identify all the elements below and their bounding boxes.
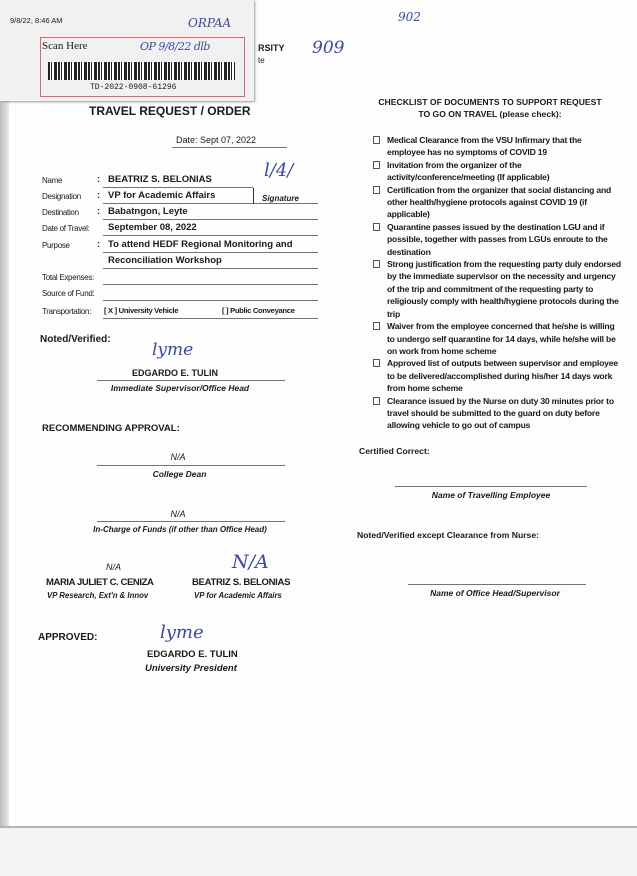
checkbox[interactable] <box>373 260 380 268</box>
colon: : <box>97 190 100 200</box>
travelling-employee-line <box>395 486 587 487</box>
checkbox[interactable] <box>373 161 380 169</box>
office-head-line <box>408 584 586 585</box>
checklist-item[interactable]: Quarantine passes issued by the destination LGU and if possible, together with passes from LGUs enroute to the destination <box>373 221 623 258</box>
office-head-role: Name of Office Head/Supervisor <box>430 587 560 598</box>
destination-label: Destination <box>42 208 79 217</box>
university-location-partial: te <box>258 56 265 65</box>
checklist-title: CHECKLIST OF DOCUMENTS TO SUPPORT REQUEST <box>378 97 602 107</box>
sticker-timestamp: 9/8/22, 8:46 AM <box>10 16 63 25</box>
checklist-item[interactable]: Medical Clearance from the VSU Infirmary that the employee has no symptoms of COVID 19 <box>373 134 623 159</box>
handwritten-initials: OP 9/8/22 dlb <box>140 40 210 53</box>
public-conveyance-option[interactable]: [ ] Public Conveyance <box>222 306 295 315</box>
funds-value: N/A <box>170 509 186 519</box>
checklist-item[interactable]: Waiver from the employee concerned that he/she is willing to undergo self quarantine for 14 days, while he/she will be on work from home scheme <box>373 320 623 357</box>
checklist-item[interactable]: Approved list of outputs between supervisor and employee to be delivered/accomplished during his/her 14 days work from home scheme <box>373 357 623 394</box>
colon: : <box>97 174 100 184</box>
checkbox[interactable] <box>373 186 380 194</box>
recommending-heading: RECOMMENDING APPROVAL: <box>42 423 180 434</box>
form-title: TRAVEL REQUEST / ORDER <box>89 104 251 118</box>
colon: : <box>97 239 100 249</box>
designation-value: VP for Academic Affairs <box>108 190 216 201</box>
date-of-travel-label: Date of Travel: <box>42 224 90 233</box>
noted-heading: Noted/Verified: <box>40 334 111 345</box>
checklist-item[interactable]: Strong justification from the requesting party duly endorsed by the immediate supervisor on the necessity and urgency of the trip and commitment of the requesting party to religiously comply with health/hygiene protocols during the trip <box>373 258 623 320</box>
handwritten-number-top: 902 <box>398 10 421 24</box>
form-date: Date: Sept 07, 2022 <box>176 135 257 145</box>
designation-label: Designation <box>42 192 81 201</box>
funds-role: In-Charge of Funds (if other than Office Head) <box>93 525 267 534</box>
vp-academic-role: VP for Academic Affairs <box>194 591 282 600</box>
scan-edge <box>0 0 9 876</box>
checklist-item[interactable]: Invitation from the organizer of the activity/conference/meeting (If applicable) <box>373 159 623 184</box>
date-of-travel-value: September 08, 2022 <box>108 222 197 233</box>
scan-here-label: Scan Here <box>42 40 88 52</box>
vp-research-value: N/A <box>106 562 122 572</box>
noted-except-heading: Noted/Verified except Clearance from Nurse: <box>357 529 539 540</box>
president-signature: lyme <box>160 622 204 643</box>
vp-research-role: VP Research, Ext'n & Innov <box>47 591 149 600</box>
scan-edge-bottom <box>0 826 637 876</box>
president-role: University President <box>145 663 237 674</box>
checkbox[interactable] <box>373 397 380 405</box>
name-label: Name <box>42 176 63 185</box>
name-value: BEATRIZ S. BELONIAS <box>108 174 212 185</box>
certified-heading: Certified Correct: <box>359 445 430 456</box>
president-name: EDGARDO E. TULIN <box>147 649 238 660</box>
tracking-code: TD-2022-0908-61296 <box>90 83 177 92</box>
barcode[interactable] <box>48 62 235 80</box>
purpose-value: To attend HEDF Regional Monitoring and <box>108 239 293 250</box>
checklist-item[interactable]: Certification from the organizer that social distancing and other health/hygiene protocols against COVID 19 (if applicable) <box>373 184 623 221</box>
supervisor-name: EDGARDO E. TULIN <box>131 368 218 378</box>
source-of-fund-label: Source of Fund: <box>42 289 95 298</box>
dean-value: N/A <box>170 452 186 462</box>
signature-label: Signature <box>262 194 299 203</box>
checkbox[interactable] <box>373 136 380 144</box>
checkbox[interactable] <box>373 359 380 367</box>
checkbox[interactable] <box>373 322 380 330</box>
colon: : <box>97 206 100 216</box>
supervisor-signature: lyme <box>152 340 194 360</box>
approved-heading: APPROVED: <box>38 632 98 643</box>
handwritten-number-side: 909 <box>312 38 345 58</box>
transportation-label: Transportation: <box>42 307 92 316</box>
checkbox[interactable] <box>373 223 380 231</box>
right-column <box>357 134 619 598</box>
vp-academic-name: BEATRIZ S. BELONIAS <box>192 577 291 588</box>
purpose-label: Purpose <box>42 241 70 250</box>
applicant-signature: l/4/ <box>264 160 294 181</box>
supervisor-role: Immediate Supervisor/Office Head <box>110 383 250 393</box>
university-vehicle-option[interactable]: [ X ] University Vehicle <box>104 306 179 315</box>
vp-academic-value: N/A <box>232 551 269 573</box>
vp-research-name: MARIA JULIET C. CENIZA <box>46 577 154 588</box>
total-expenses-label: Total Expenses: <box>42 273 94 282</box>
handwritten-routing: ORPAA <box>188 16 232 30</box>
checklist-subtitle: TO GO ON TRAVEL (please check): <box>418 109 562 119</box>
checklist-item[interactable]: Clearance issued by the Nurse on duty 30 minutes prior to travel should be submitted to the guard on duty before allowing vehicle to go out of campus <box>373 395 623 432</box>
destination-value: Babatngon, Leyte <box>108 206 188 217</box>
travelling-employee-role: Name of Travelling Employee <box>431 489 551 500</box>
university-name-partial: RSITY <box>258 43 285 53</box>
checklist <box>373 134 619 432</box>
purpose-value-line2: Reconciliation Workshop <box>108 255 222 266</box>
dean-role: College Dean <box>152 469 207 479</box>
